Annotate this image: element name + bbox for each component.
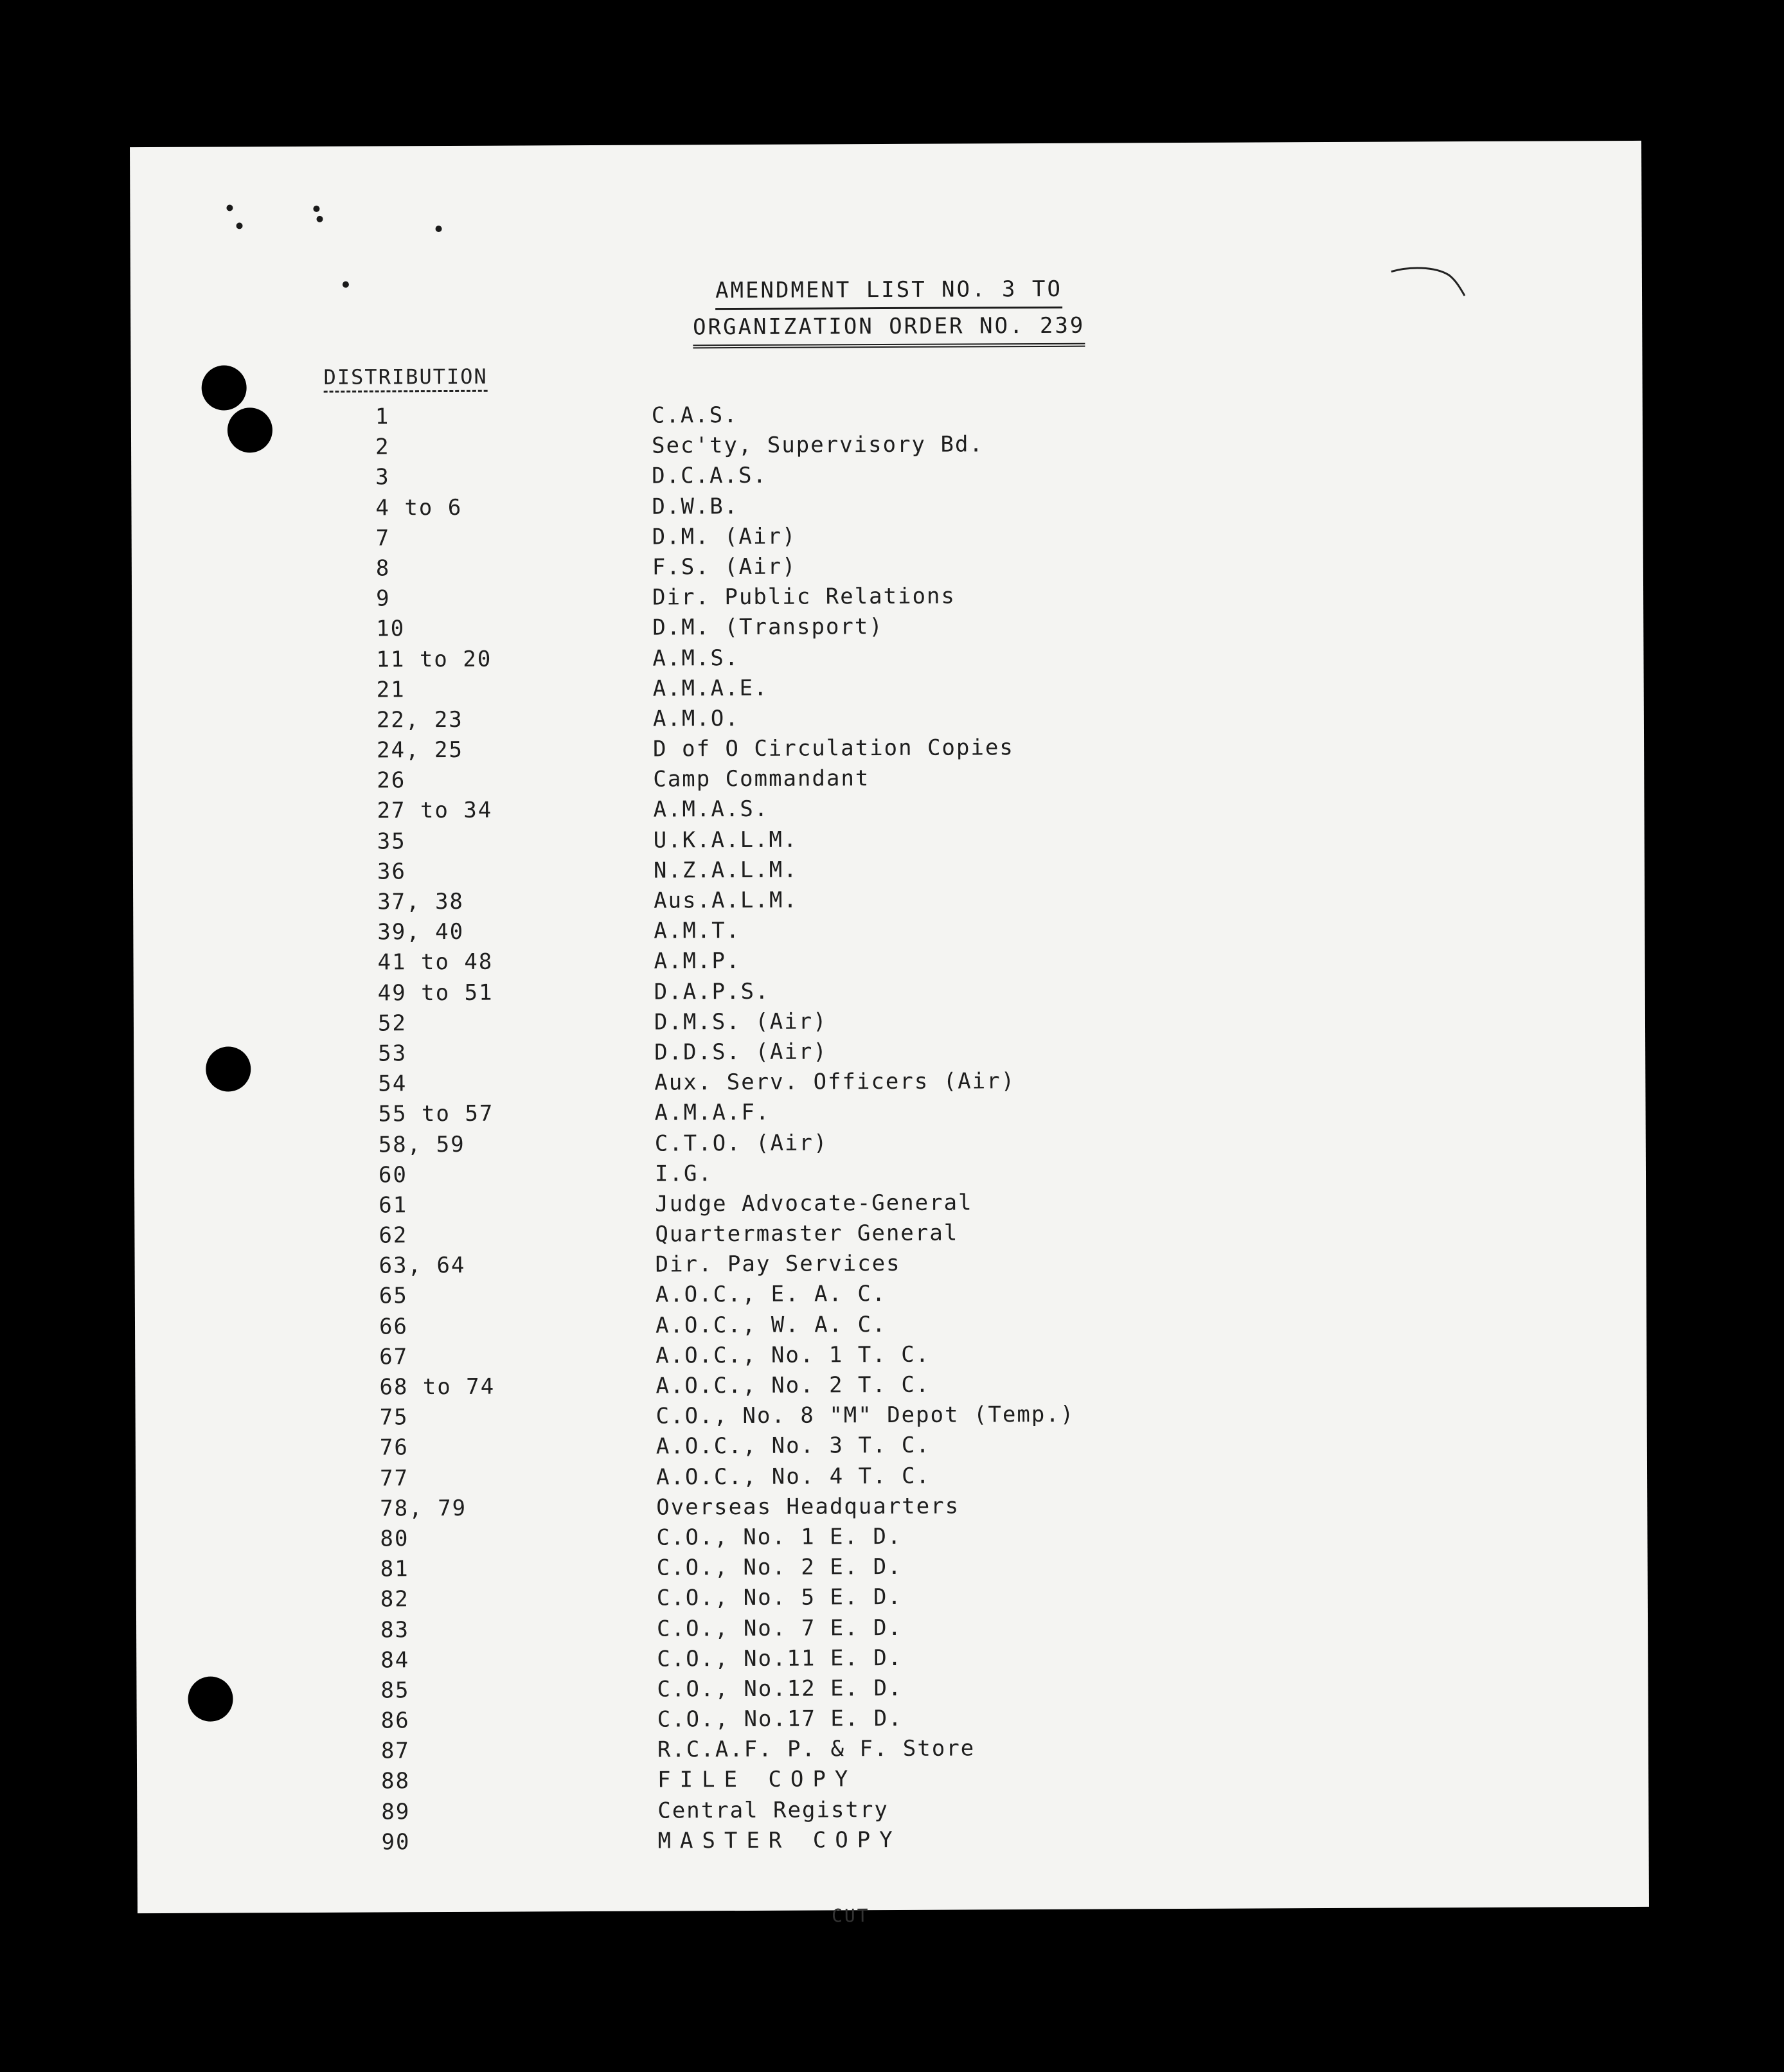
- recipient: A.M.A.F.: [654, 1100, 771, 1126]
- copy-numbers: 78, 79: [380, 1495, 467, 1522]
- title-line-1: AMENDMENT LIST NO. 3 TO: [715, 272, 1062, 310]
- recipient: C.O., No. 1 E. D.: [656, 1523, 902, 1551]
- copy-numbers: 83: [380, 1616, 410, 1643]
- paper-speck: [226, 204, 233, 211]
- recipient: C.T.O. (Air): [654, 1129, 828, 1157]
- copy-numbers: 8: [375, 555, 391, 582]
- recipient: U.K.A.L.M.: [653, 826, 798, 853]
- copy-numbers: 35: [377, 828, 406, 855]
- copy-numbers: 84: [380, 1647, 410, 1674]
- recipient: MASTER COPY: [657, 1826, 902, 1854]
- recipient: A.M.P.: [654, 948, 741, 974]
- recipient: N.Z.A.L.M.: [653, 857, 798, 884]
- recipient: D.A.P.S.: [654, 978, 770, 1005]
- recipient: C.O., No.12 E. D.: [657, 1675, 903, 1702]
- copy-numbers: 53: [378, 1040, 407, 1067]
- recipient: Dir. Public Relations: [652, 583, 956, 611]
- recipient: D.D.S. (Air): [654, 1039, 828, 1066]
- recipient: A.O.C., No. 2 T. C.: [656, 1371, 931, 1399]
- copy-numbers: 89: [381, 1798, 411, 1825]
- copy-numbers: 88: [381, 1768, 411, 1794]
- recipient: D.C.A.S.: [652, 463, 768, 489]
- recipient: C.O., No.11 E. D.: [657, 1645, 903, 1672]
- copy-numbers: 54: [378, 1071, 407, 1097]
- recipient: A.O.C., No. 3 T. C.: [656, 1433, 931, 1460]
- copy-numbers: 62: [379, 1222, 408, 1249]
- distribution-heading: DISTRIBUTION: [323, 364, 487, 393]
- copy-numbers: 26: [377, 767, 406, 794]
- recipient: A.M.A.E.: [652, 675, 769, 702]
- copy-numbers: 66: [379, 1313, 409, 1340]
- copy-numbers: 90: [381, 1829, 411, 1855]
- copy-numbers: 24, 25: [377, 737, 464, 764]
- recipient: A.M.O.: [652, 705, 740, 732]
- recipient: Aus.A.L.M.: [654, 887, 798, 914]
- recipient: A.O.C., E. A. C.: [655, 1281, 887, 1308]
- recipient: C.O., No.17 E. D.: [657, 1705, 903, 1733]
- copy-numbers: 2: [375, 434, 390, 460]
- recipient: C.O., No. 2 E. D.: [656, 1554, 902, 1581]
- copy-numbers: 86: [380, 1708, 410, 1734]
- copy-numbers: 81: [380, 1556, 409, 1582]
- copy-numbers: 39, 40: [377, 919, 465, 945]
- copy-numbers: 63, 64: [379, 1253, 466, 1279]
- copy-numbers: 61: [379, 1192, 408, 1219]
- copy-numbers: 65: [379, 1283, 408, 1309]
- cut-mark: CUT: [831, 1905, 870, 1927]
- paper-speck: [436, 226, 442, 232]
- pen-stroke-mark: [1390, 257, 1467, 303]
- copy-numbers: 27 to 34: [377, 798, 493, 824]
- copy-numbers: 3: [375, 464, 390, 490]
- recipient: C.O., No. 7 E. D.: [656, 1614, 903, 1642]
- copy-numbers: 36: [377, 859, 406, 885]
- copy-numbers: 7: [375, 525, 391, 551]
- copy-numbers: 68 to 74: [379, 1373, 495, 1400]
- recipient: D of O Circulation Copies: [653, 735, 1014, 762]
- distribution-row: [137, 1822, 1648, 1859]
- copy-numbers: 49 to 51: [377, 979, 494, 1006]
- recipient: Sec'ty, Supervisory Bd.: [651, 431, 984, 459]
- recipient: F.S. (Air): [652, 553, 797, 580]
- recipient: D.M. (Air): [652, 523, 797, 550]
- recipient: A.O.C., W. A. C.: [655, 1311, 887, 1339]
- recipient: Camp Commandant: [653, 765, 870, 792]
- copy-numbers: 10: [376, 616, 406, 642]
- copy-numbers: 67: [379, 1344, 409, 1370]
- copy-numbers: 85: [380, 1677, 410, 1704]
- recipient: D.W.B.: [652, 493, 739, 520]
- copy-numbers: 76: [379, 1434, 409, 1461]
- recipient: Quartermaster General: [655, 1220, 959, 1247]
- recipient: R.C.A.F. P. & F. Store: [657, 1735, 976, 1763]
- recipient: FILE COPY: [657, 1766, 857, 1794]
- copy-numbers: 11 to 20: [376, 646, 492, 672]
- paper-speck: [313, 206, 319, 212]
- recipient: A.O.C., No. 1 T. C.: [656, 1341, 931, 1369]
- paper-speck: [343, 281, 349, 288]
- paper-speck: [316, 216, 323, 222]
- recipient: Judge Advocate-General: [655, 1190, 973, 1217]
- copy-numbers: 87: [380, 1738, 410, 1764]
- copy-numbers: 82: [380, 1586, 409, 1612]
- copy-numbers: 55 to 57: [378, 1101, 494, 1127]
- recipient: Central Registry: [657, 1796, 889, 1824]
- recipient: C.O., No. 8 "M" Depot (Temp.): [656, 1401, 1075, 1429]
- copy-numbers: 4 to 6: [375, 494, 463, 521]
- copy-numbers: 75: [379, 1404, 409, 1431]
- recipient: A.M.A.S.: [653, 796, 769, 823]
- copy-numbers: 21: [376, 676, 406, 703]
- paper-speck: [236, 222, 243, 229]
- recipient: A.M.S.: [652, 645, 740, 672]
- recipient: Dir. Pay Services: [655, 1251, 901, 1278]
- copy-numbers: 58, 59: [378, 1131, 465, 1157]
- distribution-list: [131, 397, 1649, 1859]
- copy-numbers: 1: [375, 404, 390, 430]
- copy-numbers: 37, 38: [377, 888, 465, 915]
- recipient: A.M.T.: [654, 918, 741, 944]
- recipient: Overseas Headquarters: [656, 1493, 960, 1521]
- recipient: C.O., No. 5 E. D.: [656, 1584, 902, 1611]
- recipient: A.O.C., No. 4 T. C.: [656, 1463, 931, 1490]
- copy-numbers: 41 to 48: [377, 949, 494, 976]
- recipient: D.M. (Transport): [652, 614, 884, 641]
- document-title: [632, 271, 1146, 348]
- copy-numbers: 52: [377, 1010, 407, 1037]
- copy-numbers: 80: [380, 1526, 409, 1552]
- document-page: [130, 141, 1649, 1927]
- copy-numbers: 60: [378, 1161, 408, 1188]
- recipient: D.M.S. (Air): [654, 1008, 828, 1035]
- recipient: I.G.: [654, 1160, 713, 1187]
- recipient: Aux. Serv. Officers (Air): [654, 1068, 1016, 1096]
- title-line-2: ORGANIZATION ORDER NO. 239: [693, 308, 1085, 349]
- recipient: C.A.S.: [651, 402, 738, 429]
- copy-numbers: 77: [379, 1465, 409, 1492]
- copy-numbers: 22, 23: [376, 706, 463, 733]
- copy-numbers: 9: [375, 585, 391, 612]
